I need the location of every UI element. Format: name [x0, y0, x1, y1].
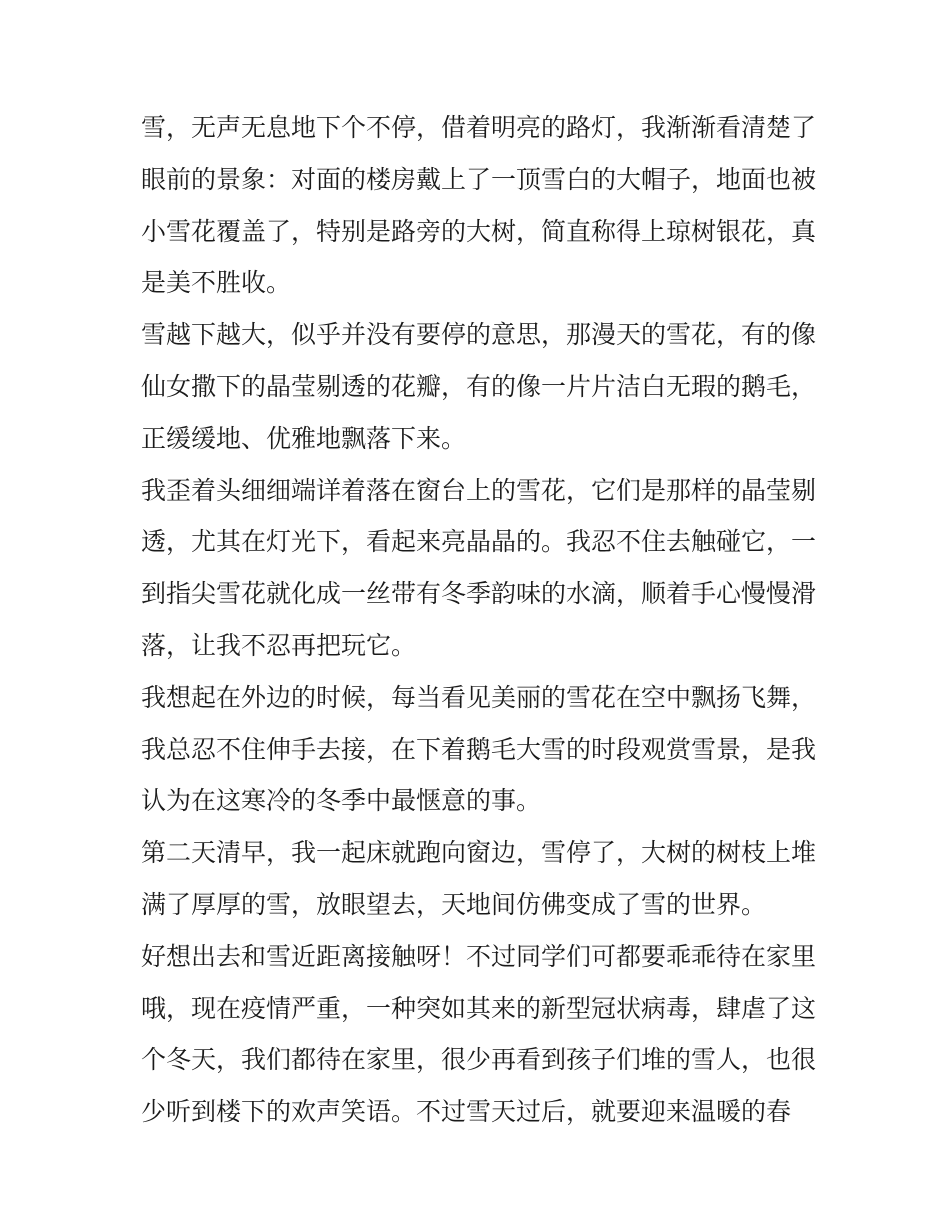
text-line: 是美不胜收。: [141, 268, 292, 298]
text-line: 正缓缓地、优雅地飘落下来。: [141, 423, 467, 453]
paragraph-5: [141, 827, 821, 931]
text-line: 小雪花覆盖了，特别是路旁的大树，简直称得上琼树银花，真: [141, 216, 817, 246]
text-line: 透，尤其在灯光下，看起来亮晶晶的。我忍不住去触碰它，一: [141, 527, 817, 557]
text-line: 好想出去和雪近距离接触呀！不过同学们可都要乖乖待在家里: [141, 941, 817, 971]
text-line: 我想起在外边的时候，每当看见美丽的雪花在空中飘扬飞舞，: [141, 682, 817, 712]
text-line: 仙女撒下的晶莹剔透的花瓣，有的像一片片洁白无瑕的鹅毛，: [141, 371, 817, 401]
text-line: 落，让我不忍再把玩它。: [141, 630, 417, 660]
text-line: 雪，无声无息地下个不停，借着明亮的路灯，我渐渐看清楚了: [141, 113, 817, 142]
text-line: 第二天清早，我一起床就跑向窗边，雪停了，大树的树枝上堆: [141, 838, 817, 868]
document-body: [141, 102, 821, 1138]
paragraph-2: [141, 309, 821, 464]
text-line: 少听到楼下的欢声笑语。不过雪天过后，就要迎来温暖的春: [141, 1097, 792, 1127]
text-line: 雪越下越大，似乎并没有要停的意思，那漫天的雪花，有的像: [141, 320, 817, 350]
paragraph-4: [141, 672, 821, 827]
paragraph-3: [141, 465, 821, 672]
text-line: 我总忍不住伸手去接，在下着鹅毛大雪的时段观赏雪景，是我: [141, 734, 817, 764]
paragraph-1: [141, 102, 821, 309]
text-line: 满了厚厚的雪，放眼望去，天地间仿佛变成了雪的世界。: [141, 889, 767, 919]
paragraph-6: [141, 931, 821, 1138]
text-line: 认为在这寒冷的冬季中最惬意的事。: [141, 786, 542, 816]
text-line: 眼前的景象：对面的楼房戴上了一顶雪白的大帽子，地面也被: [141, 164, 817, 194]
text-line: 个冬天，我们都待在家里，很少再看到孩子们堆的雪人，也很: [141, 1045, 817, 1075]
text-line: 到指尖雪花就化成一丝带有冬季韵味的水滴，顺着手心慢慢滑: [141, 579, 817, 609]
text-line: 我歪着头细细端详着落在窗台上的雪花，它们是那样的晶莹剔: [141, 475, 817, 505]
text-line: 哦，现在疫情严重，一种突如其来的新型冠状病毒，肆虐了这: [141, 993, 817, 1023]
